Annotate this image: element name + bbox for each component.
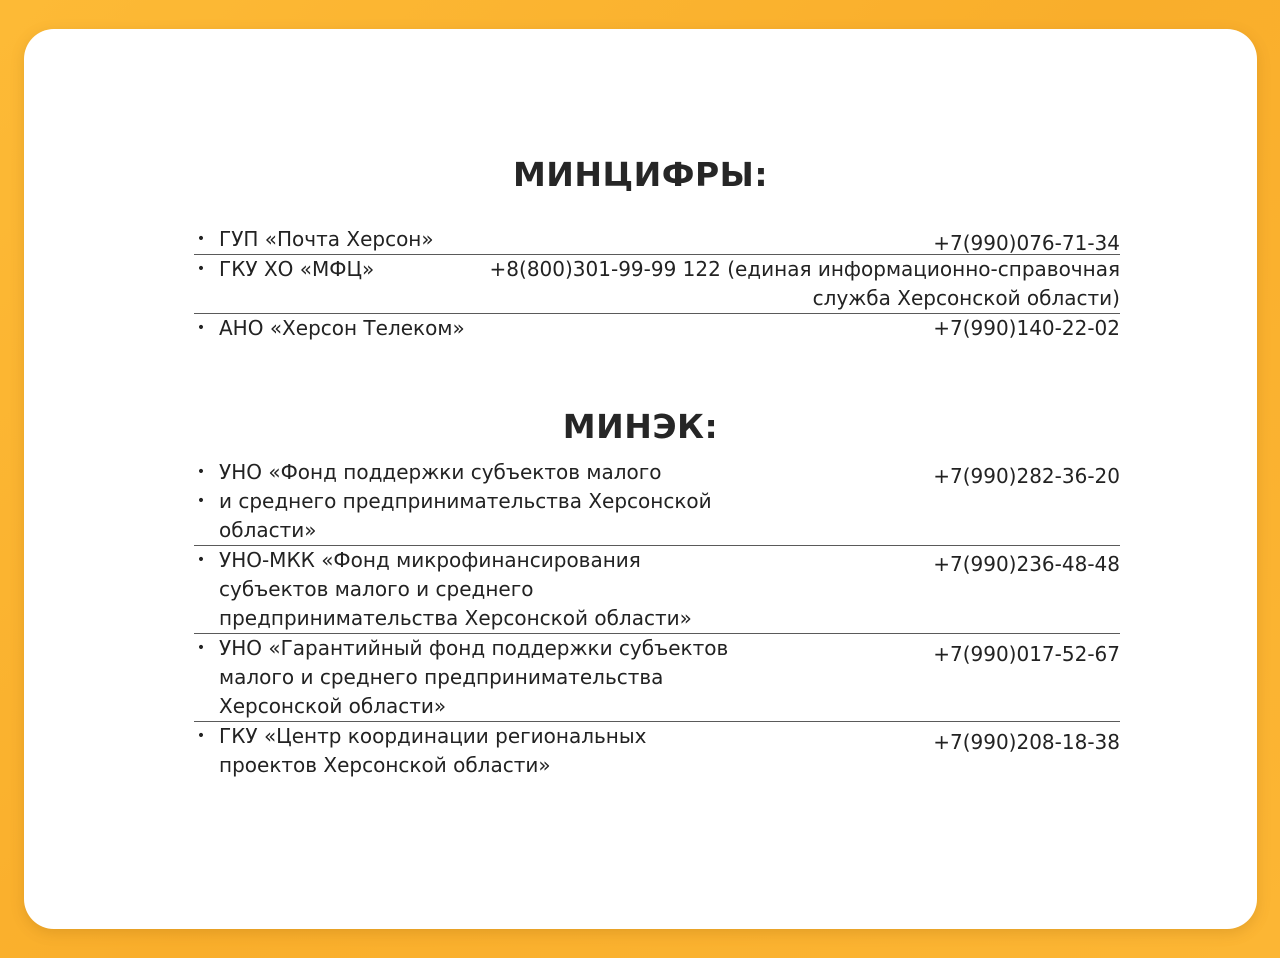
organization-name-line: УНО-МКК «Фонд микрофинансирования	[219, 548, 641, 572]
list-item	[194, 314, 1120, 343]
phone-number: +7(990)236-48-48	[933, 552, 1120, 576]
organization-name: ГКУ ХО «МФЦ»	[219, 257, 375, 281]
list-item	[194, 546, 1120, 634]
phone-number: +7(990)282-36-20	[933, 464, 1120, 488]
organization-name-line: области»	[219, 518, 317, 542]
organization-name-line: и среднего предпринимательства Херсонской	[219, 489, 712, 513]
organization-name-line: Херсонской области»	[219, 694, 447, 718]
minek-list	[194, 458, 1120, 780]
organization-name-line: предпринимательства Херсонской области»	[219, 606, 692, 630]
list-item	[194, 255, 1120, 314]
list-item	[194, 225, 1120, 255]
organization-name: АНО «Херсон Телеком»	[219, 316, 465, 340]
bullet-icon: •	[196, 640, 206, 656]
bullet-icon: •	[196, 261, 206, 277]
list-item	[194, 458, 1120, 546]
bullet-icon: •	[196, 493, 206, 509]
organization-name: ГУП «Почта Херсон»	[219, 227, 434, 251]
organization-name-line: ГКУ «Центр координации региональных	[219, 724, 647, 748]
organization-name-line: УНО «Гарантийный фонд поддержки субъектов	[219, 636, 729, 660]
list-item	[194, 722, 1120, 780]
organization-name-line: субъектов малого и среднего	[219, 577, 534, 601]
phone-number: +8(800)301-99-99 122 (единая информационно-справочная служба Херсонской области)	[489, 257, 1120, 310]
mincifry-list	[194, 225, 1120, 343]
organization-name-line: УНО «Фонд поддержки субъектов малого	[219, 460, 662, 484]
section-title-minek: МИНЭК:	[562, 407, 719, 446]
phone-number: +7(990)076-71-34	[933, 231, 1120, 255]
organization-name-line: проектов Херсонской области»	[219, 753, 551, 777]
phone-number: +7(990)017-52-67	[933, 642, 1120, 666]
bullet-icon: •	[196, 464, 206, 480]
bullet-icon: •	[196, 728, 206, 744]
organization-name-line: малого и среднего предпринимательства	[219, 665, 664, 689]
bullet-icon: •	[196, 552, 206, 568]
content-card	[24, 29, 1257, 929]
list-item	[194, 634, 1120, 722]
phone-number: +7(990)208-18-38	[933, 730, 1120, 754]
phone-number: +7(990)140-22-02	[933, 316, 1120, 340]
section-title-mincifry: МИНЦИФРЫ:	[512, 155, 769, 194]
bullet-icon: •	[196, 320, 206, 336]
bullet-icon: •	[196, 231, 206, 247]
